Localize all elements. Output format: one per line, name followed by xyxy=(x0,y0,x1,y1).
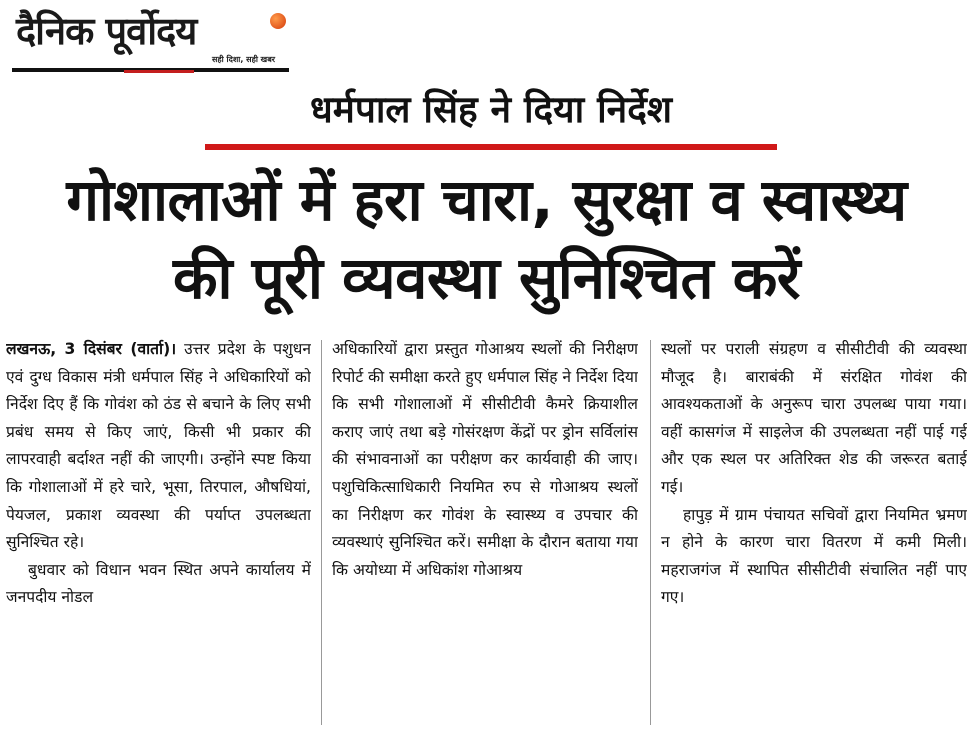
article-paragraph: अधिकारियों द्वारा प्रस्तुत गोआश्रय स्थलों की निरीक्षण रिपोर्ट की समीक्षा करते हुए धर्मपाल सिंह ने निर्देश दिया कि सभी गोशालाओं में सीसीटीवी कैमरे क्रियाशील कराए जाएं तथा बड़े गोसंरक्षण केंद्रों पर ड्रोन सर्विलांस की संभावनाओं का परीक्षण कर कार्यवाही की जाए। पशुचिकित्साधिकारी नियमित रुप से गोआश्रय स्थलों का निरीक्षण कर गोवंश के स्वास्थ्य व उपचार की व्यवस्थाएं सुनिश्चित करें। समीक्षा के दौरान बताया गया कि अयोध्या में अधिकांश गोआश्रय xyxy=(332,340,638,579)
newspaper-tagline: सही दिशा, सही खबर xyxy=(212,55,276,64)
masthead xyxy=(12,4,292,74)
main-headline-line-2: की पूरी व्यवस्था सुनिश्चित करें xyxy=(173,244,800,312)
article-column-1 xyxy=(6,336,311,728)
article-paragraph: हापुड़ में ग्राम पंचायत सचिवों द्वारा नियमित भ्रमण न होने के कारण चारा वितरण में कमी मिली। महराजगंज में स्थापित सीसीटीवी संचालित नहीं पाए गए। xyxy=(661,505,967,607)
article-paragraph: बुधवार को विधान भवन स्थित अपने कार्यालय में जनपदीय नोडल xyxy=(6,560,311,607)
article-text: उत्तर प्रदेश के पशुधन एवं दुग्ध विकास मंत्री धर्मपाल सिंह ने अधिकारियों को निर्देश दिए हैं कि गोवंश को ठंड से बचाने के लिए सभी प्रबंध समय से किए जाएं, किसी भी प्रकार की लापरवाही बर्दाश्त नहीं की जाएगी। उन्होंने स्पष्ट किया कि गोशालाओं में हरे चारे, भूसा, तिरपाल, औषधियां, पेयजल, प्रकाश व्यवस्था की पर्याप्त उपलब्धता सुनिश्चित रहे। xyxy=(6,340,311,552)
article-column-3 xyxy=(661,336,967,728)
column-divider xyxy=(650,340,651,725)
article-paragraph: स्थलों पर पराली संग्रहण व सीसीटीवी की व्यवस्था मौजूद है। बाराबंकी में संरक्षित गोवंश की आवश्यकताओं के अनुरूप चारा उपलब्ध पाया गया। वहीं कासगंज में साइलेज की उपलब्धता नहीं पाई गई और एक स्थल पर अतिरिक्त शेड की जरूरत बताई गई। xyxy=(661,340,967,496)
article-paragraph xyxy=(6,336,311,557)
kicker-underline xyxy=(205,144,777,150)
masthead-accent-rule xyxy=(124,70,194,73)
newspaper-logo: दैनिक पूर्वोदय xyxy=(16,9,197,53)
main-headline-line-1: गोशालाओं में हरा चारा, सुरक्षा व स्वास्थ्य xyxy=(66,166,907,234)
logo-sun-icon xyxy=(270,13,286,29)
article-column-2 xyxy=(332,336,638,728)
column-divider xyxy=(321,340,322,725)
dateline: लखनऊ, 3 दिसंबर (वार्ता)। xyxy=(6,340,177,358)
kicker-headline: धर्मपाल सिंह ने दिया निर्देश xyxy=(309,88,673,131)
